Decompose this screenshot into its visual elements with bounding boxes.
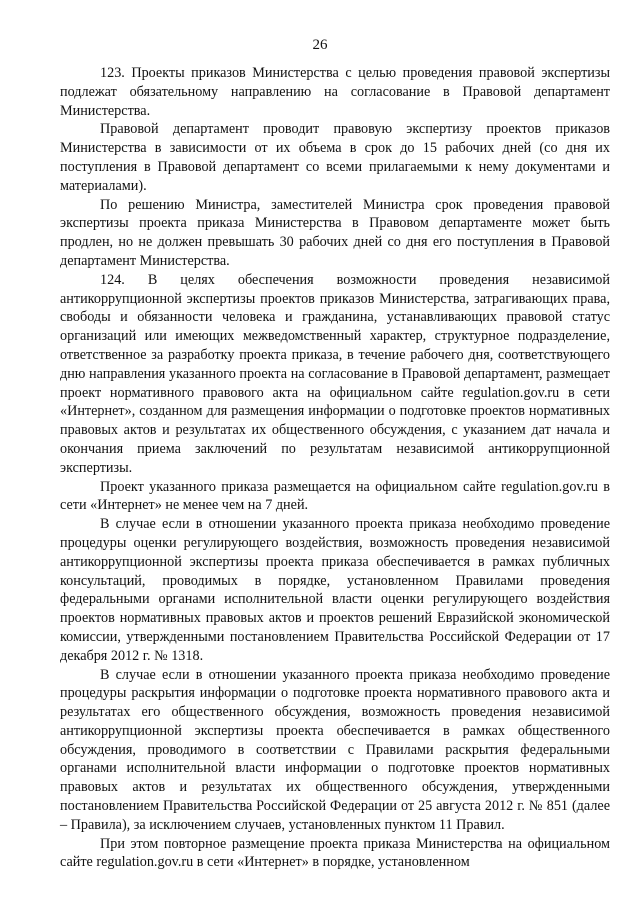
paragraph-regulatory-impact: В случае если в отношении указанного проекта приказа необходимо проведение процедуры оценки регулирующего воздействия, возможность проведения независимой антикоррупционной экспертизы проекта приказа обеспечивается в рамках публичных консультаций, проводимых в порядке, установленном Правилами проведения федеральными органами исполнительной власти оценки регулирующего воздействия проектов нормативных правовых актов и проектов решений Евразийской экономической комиссии, утвержденными постановлением Правительства Российской Федерации от 17 декабря 2012 г. № 1318. bbox=[60, 516, 610, 664]
paragraph-repeat-publication: При этом повторное размещение проекта приказа Министерства на официальном сайте regulation.gov.ru в сети «Интернет» в порядке, установленном bbox=[60, 835, 610, 871]
paragraph-information-disclosure: В случае если в отношении указанного проекта приказа необходимо проведение процедуры раскрытия информации о подготовке проекта нормативного правового акта и результатах его общественного обсуждения, возможность проведения независимой антикоррупционной экспертизы проекта обеспечивается в рамках общественного обсуждения, проводимого в соответствии с Правилами раскрытия федеральными органами исполнительной власти информации о подготовке проектов нормативных правовых актов и результатах их общественного обсуждения, утвержденными постановлением Правительства Российской Федерации от 25 августа 2012 г. № 851 (далее – Правила), за исключением случаев, установленных пунктом 11 Правил. bbox=[60, 666, 610, 833]
paragraph-124: 124. В целях обеспечения возможности проведения независимой антикоррупционной экспертизы проектов приказов Министерства, затрагивающих права, свободы и обязанности человека и гражданина, устанавливающих правовой статус организаций или имеющих межведомственный характер, структурное подразделение, ответственное за разработку проекта приказа, в течение рабочего дня, соответствующего дню направления указанного проекта на согласование в Правовой департамент, размещает проект нормативного правового акта на официальном сайте regulation.gov.ru в сети «Интернет», созданном для размещения информации о подготовке проектов нормативных правовых актов и результатах их общественного обсуждения, с указанием дат начала и окончания приема заключений по результатам независимой антикоррупционной экспертизы. bbox=[60, 271, 610, 476]
paragraph-publication-period: Проект указанного приказа размещается на официальном сайте regulation.gov.ru в сети «Интернет» не менее чем на 7 дней. bbox=[60, 478, 610, 514]
paragraph-123: 123. Проекты приказов Министерства с целью проведения правовой экспертизы подлежат обязательному направлению на согласование в Правовой департамент Министерства. bbox=[60, 65, 610, 119]
page-number: 26 bbox=[312, 37, 328, 53]
paragraph-legal-review-term: Правовой департамент проводит правовую экспертизу проектов приказов Министерства в зависимости от их объема в срок до 15 рабочих дней (со дня их поступления в Правовой департамент со всеми прилагаемыми к нему документами и материалами). bbox=[60, 121, 610, 194]
paragraph-term-extension: По решению Министра, заместителей Министра срок проведения правовой экспертизы проекта приказа Министерства в Правовом департаменте может быть продлен, но не должен превышать 30 рабочих дней со дня его поступления в Правовой департамент Министерства. bbox=[60, 196, 610, 269]
page-body bbox=[60, 64, 610, 872]
